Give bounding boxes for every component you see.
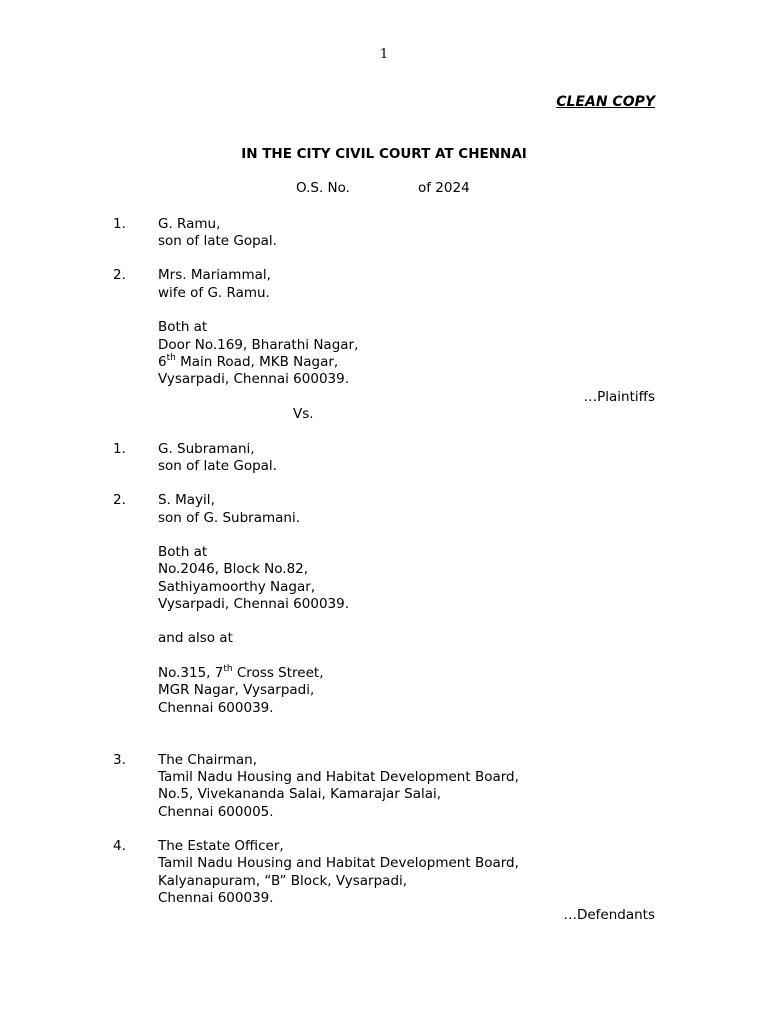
defendant-4-number: 4. <box>113 838 126 854</box>
plaintiffs-address-line: Door No.169, Bharathi Nagar, <box>158 337 359 353</box>
court-title: IN THE CITY CIVIL COURT AT CHENNAI <box>241 146 527 162</box>
defendant-4-title: The Estate Officer, <box>158 838 284 854</box>
plaintiff-1-relation: son of late Gopal. <box>158 233 277 249</box>
page-number: 1 <box>379 47 389 62</box>
defendants-label: …Defendants <box>563 907 655 923</box>
defendant-2-name: S. Mayil, <box>158 492 215 508</box>
plaintiff-1-name: G. Ramu, <box>158 216 221 232</box>
also-at-label: and also at <box>158 630 233 646</box>
defendants-address-intro: Both at <box>158 544 208 560</box>
alt-address-line <box>158 665 324 682</box>
defendant-3-address-line: Chennai 600005. <box>158 804 274 820</box>
ordinal-suffix: th <box>223 663 233 674</box>
os-number-label: O.S. No. <box>296 180 350 196</box>
plaintiff-2-relation: wife of G. Ramu. <box>158 285 270 301</box>
defendants-address-line: No.2046, Block No.82, <box>158 561 309 577</box>
plaintiff-1-number: 1. <box>113 216 126 232</box>
plaintiffs-address-intro: Both at <box>158 319 208 335</box>
defendants-address-line: Vysarpadi, Chennai 600039. <box>158 596 350 612</box>
defendant-2-number: 2. <box>113 492 126 508</box>
plaintiffs-address-line: Vysarpadi, Chennai 600039. <box>158 371 350 387</box>
defendant-4-address-line: Kalyanapuram, “B” Block, Vysarpadi, <box>158 873 408 889</box>
ordinal-suffix: th <box>166 352 176 363</box>
plaintiff-2-number: 2. <box>113 267 126 283</box>
alt-address-line: MGR Nagar, Vysarpadi, <box>158 682 315 698</box>
defendant-3-organization: Tamil Nadu Housing and Habitat Development Board, <box>158 769 519 785</box>
defendant-3-number: 3. <box>113 752 126 768</box>
plaintiffs-label: …Plaintiffs <box>583 389 655 405</box>
clean-copy-heading: CLEAN COPY <box>556 94 655 110</box>
defendant-1-relation: son of late Gopal. <box>158 458 277 474</box>
defendants-address-line: Sathiyamoorthy Nagar, <box>158 579 316 595</box>
alt-address-line: Chennai 600039. <box>158 700 274 716</box>
defendant-3-address-line: No.5, Vivekananda Salai, Kamarajar Salai, <box>158 786 442 802</box>
defendant-3-title: The Chairman, <box>158 752 257 768</box>
defendant-4-address-line: Chennai 600039. <box>158 890 274 906</box>
address-text: Main Road, MKB Nagar, <box>175 354 339 370</box>
os-year: of 2024 <box>418 180 470 196</box>
defendant-2-relation: son of G. Subramani. <box>158 510 301 526</box>
plaintiffs-address-line <box>158 354 338 371</box>
ordinal-number: 6 <box>158 354 167 370</box>
defendant-4-organization: Tamil Nadu Housing and Habitat Development Board, <box>158 855 519 871</box>
address-text: No.315, 7 <box>158 665 224 681</box>
defendant-1-number: 1. <box>113 441 126 457</box>
plaintiff-2-name: Mrs. Mariammal, <box>158 267 271 283</box>
versus-label: Vs. <box>293 406 314 422</box>
defendant-1-name: G. Subramani, <box>158 441 255 457</box>
address-text: Cross Street, <box>232 665 324 681</box>
